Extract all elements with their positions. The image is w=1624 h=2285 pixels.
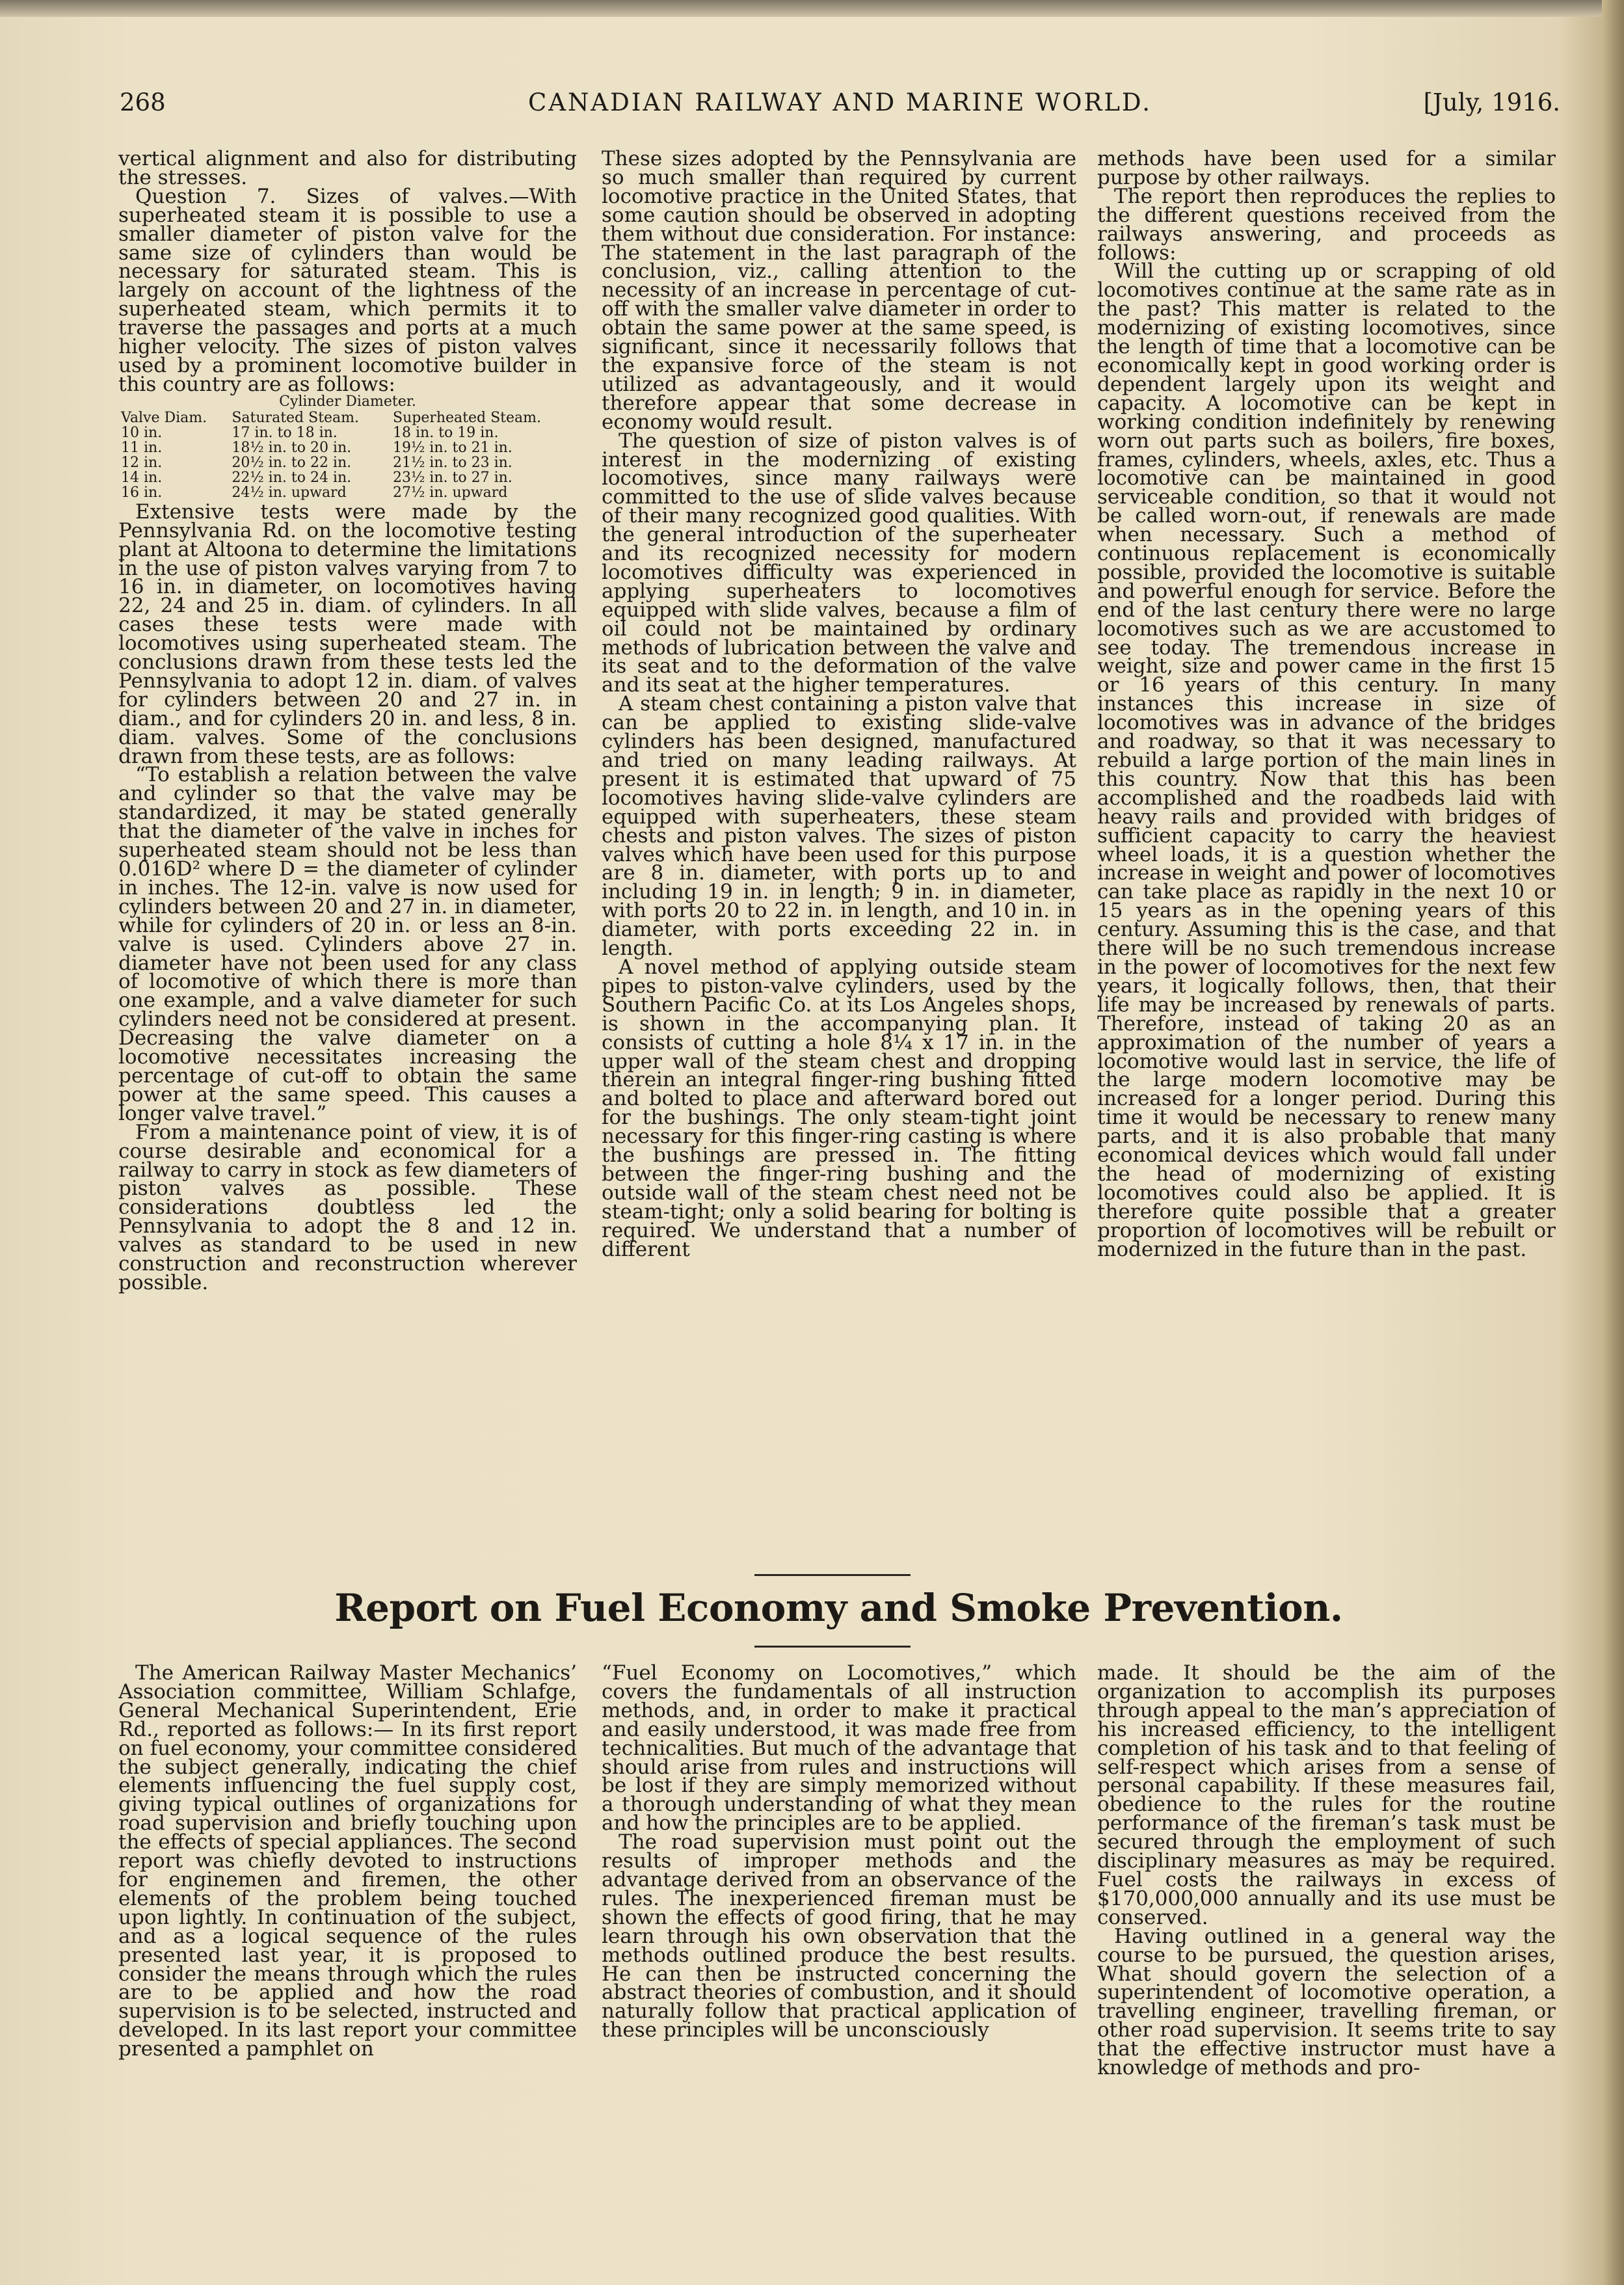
article-heading: Report on Fuel Economy and Smoke Prevention. [334, 1586, 1343, 1630]
paragraph: These sizes adopted by the Pennsylvania are so much smaller than required by current locomotive practice in the United States, that some caution should be observed in adopting them without due consideration. For instance: The statement in the last paragraph of the conclusion, viz., calling attention to the necessity of an increase in percentage of cut-off with the smaller valve diameter in order to obtain the same power at the same speed, is significant, since it necessarily follows that the expansive force of the steam is not utilized as advantageously, and it would therefore appear that some decrease in economy would result. [602, 150, 1076, 434]
page-binding-edge [1602, 0, 1624, 2285]
table-cell: 16 in. [121, 484, 163, 501]
table-cell: 14 in. [121, 469, 163, 486]
paragraph: “Fuel Economy on Locomotives,” which covers the fundamentals of all instruction methods, and, in order to make it practical and easily understood, it was made free from technicalities. But much of the advantage that should arise from rules and instructions will be lost if they are simply memorized without a thorough understanding of what they mean and how the principles are to be applied. [602, 1664, 1076, 1836]
top-column-1 [118, 150, 577, 1561]
paragraph: From a maintenance point of view, it is of course desirable and economical for a railway to carry in stock as few diameters of piston valves as possible. These considerations doubtless led the Pennsylvania to adopt the 8 and 12 in. valves as standard to be used in new construction and reconstruction wherever possible. [118, 1120, 577, 1294]
heading-rule-bottom [754, 1646, 911, 1648]
issue-date: [July, 1916. [1423, 88, 1560, 116]
paragraph: Extensive tests were made by the Pennsylvania Rd. on the locomotive testing plant at Altoona to determine the limitations in the use of piston valves varying from 7 to 16 in. in diameter, on locomotives having 22, 24 and 25 in. diam. of cylinders. In all cases these tests were made with locomotives using superheated steam. The conclusions drawn from these tests led the Pennsylvania to adopt 12 in. diam. of valves for cylinders between 20 and 27 in. in diam., and for cylinders 20 in. and less, 8 in. diam. valves. Some of the conclusions drawn from these tests, are as follows: [118, 500, 577, 768]
page-header [120, 88, 1560, 127]
paragraph: Question 7. Sizes of valves.—With superheated steam it is possible to use a smaller diameter of piston valve for the same size of cylinders than would be necessary for saturated steam. This is largely on account of the lightness of the superheated steam, which permits it to traverse the passages and ports at a much higher velocity. The sizes of piston valves used by a prominent locomotive builder in this country are as follows: [118, 184, 577, 396]
paragraph: The road supervision must point out the results of improper methods and the advantage derived from an observance of the rules. The inexperienced fireman must be shown the effects of good firing, that he may learn through his own observation that the methods outlined produce the best results. He can then be instructed concerning the abstract theories of combustion, and it should naturally follow that practical application of these principles will be unconsciously [602, 1830, 1076, 2042]
table-cell: 18½ in. to 20 in. [232, 439, 352, 456]
table-cell: 17 in. to 18 in. [232, 424, 338, 441]
table-row [118, 455, 577, 470]
table-cell: 23½ in. to 27 in. [393, 469, 512, 486]
page-number: 268 [120, 88, 166, 116]
table-cell: 19½ in. to 21 in. [393, 439, 512, 456]
paragraph: The question of size of piston valves is of interest in the modernizing of existing locomotives, since many railways were committed to the use of slide valves because of their many recognized good qualities. With the general introduction of the superheater and its recognized necessity for modern locomotives difficulty was experienced in applying superheaters to locomotives equipped with slide valves, because a film of oil could not be maintained by ordinary methods of lubrication between the valve and its seat and to the deformation of the valve and its seat at the higher temperatures. [602, 429, 1076, 697]
paragraph: The report then reproduces the replies to the different questions received from the railways answering, and proceeds as follows: [1097, 184, 1556, 265]
table-row [118, 470, 577, 485]
table-caption: Cylinder Diameter. [279, 393, 416, 410]
paragraph: Having outlined in a general way the course to be pursued, the question arises, What should govern the selection of a superintendent of locomotive operation, a travelling engineer, travelling fireman, or other road supervision. It seems trite to say that the effective instructor must have a knowledge of methods and pro- [1097, 1924, 1556, 2080]
heading-rule-top [754, 1574, 911, 1576]
article-column-2 [602, 1664, 1076, 2178]
page-top-shadow [0, 0, 1624, 17]
paragraph: A steam chest containing a piston valve that can be applied to existing slide-valve cylinders has been designed, manufactured and tried on many leading railways. At present it is estimated that upward of 75 locomotives having slide-valve cylinders are equipped with superheaters, these steam chests and piston valves. The sizes of piston valves which have been used for this purpose are 8 in. diameter, with ports up to and including 19 in. in length; 9 in. in diameter, with ports 20 to 22 in. in length, and 10 in. in diameter, with ports exceeding 22 in. in length. [602, 692, 1076, 961]
table-row [118, 485, 577, 500]
paragraph: Will the cutting up or scrapping of old locomotives continue at the same rate as in the past? This matter is related to the modernizing of existing locomotives, since the length of time that a locomotive can be economically kept in good working order is dependent largely upon its weight and capacity. A locomotive can be kept in working condition indefinitely by renewing worn out parts such as boilers, fire boxes, frames, cylinders, wheels, axles, etc. Thus a locomotive can be maintained in good serviceable condition, so that it would not be called worn-out, if renewals are made when necessary. Such a method of continuous replacement is economically possible, provided the locomotive is suitable and powerful enough for service. Before the end of the last century there were no large locomotives such as we are accustomed to see today. The tremendous increase in weight, size and power came in the first 15 or 16 years of this century. In many instances this increase in size of locomotives was in advance of the bridges and roadway, so that it was necessary to rebuild a large portion of the main lines in this country. Now that this has been accomplished and the roadbeds laid with heavy rails and provided with bridges of sufficient capacity to carry the heaviest wheel loads, it is a question whether the increase in weight and power of locomotives can take place as rapidly in the next 10 or 15 years as in the opening years of this century. Assuming this is the case, and that there will be no such tremendous increase in the power of locomotives for the next few years, it logically follows, then, that their life may be increased by renewals of parts. Therefore, instead of taking 20 as an approximation of the number of years a locomotive would last in service, the life of the large modern locomotive may be increased for a longer period. During this time it would be necessary to renew many parts, and it is also probable that many economical devices which would fall under the head of modernizing of existing locomotives could also be applied. It is therefore quite possible that a greater proportion of locomotives will be rebuilt or modernized in the future than in the past. [1097, 260, 1556, 1261]
table-cell: 21½ in. to 23 in. [393, 454, 512, 471]
table-header-row [118, 410, 577, 425]
table-row [118, 440, 577, 455]
table-header: Saturated Steam. [232, 409, 360, 426]
valve-size-table [118, 410, 577, 500]
table-row [118, 425, 577, 440]
table-cell: 20½ in. to 22 in. [232, 454, 352, 471]
paragraph: methods have been used for a similar purpose by other railways. [1097, 150, 1556, 189]
quoted-paragraph: “To establish a relation between the valve and cylinder so that the valve may be standardized, it may be stated generally that the diameter of the valve in inches for superheated steam should not be less than 0.016D² where D = the diameter of cylinder in inches. The 12-in. valve is now used for cylinders between 20 and 27 in. in diameter, while for cylinders of 20 in. or less an 8-in. valve is used. Cylinders above 27 in. diameter have not been used for any class of locomotive of which there is more than one example, and a valve diameter for such cylinders need not be considered at present. Decreasing the valve diameter on a locomotive necessitates increasing the percentage of cut-off to obtain the same power at the same speed. This causes a longer valve travel.” [118, 763, 577, 1125]
table-cell: 12 in. [121, 454, 163, 471]
top-column-3 [1097, 150, 1556, 1561]
top-column-2 [602, 150, 1076, 1561]
running-title: CANADIAN RAILWAY AND MARINE WORLD. [527, 88, 1152, 116]
paragraph: made. It should be the aim of the organization to accomplish its purposes through appeal to the man’s appreciation of his increased efficiency, to the intelligent completion of his task and to that feeling of self-respect which arises from a sense of personal capability. If these measures fail, obedience to the rules for the routine performance of the fireman’s task must be secured through the employment of such disciplinary measures as may be required. Fuel costs the railways in excess of $170,000,000 annually and its use must be conserved. [1097, 1664, 1556, 1929]
table-header: Valve Diam. [121, 409, 207, 426]
article-column-1 [118, 1664, 577, 2178]
table-cell: 10 in. [121, 424, 163, 441]
paragraph: The American Railway Master Mechanics’ Association committee, William Schlafge, General Mechanical Superintendent, Erie Rd., reported as follows:— In its first report on fuel economy, your committee considered the subject generally, indicating the chief elements influencing the fuel supply cost, giving typical outlines of organizations for road supervision and briefly touching upon the effects of special appliances. The second report was chiefly devoted to instructions for enginemen and firemen, the other elements of the problem being touched upon lightly. In continuation of the subject, and as a logical sequence of the rules presented last year, it is proposed to consider the means through which the rules are to be applied and how the road supervision is to be selected, instructed and developed. In its last report your committee presented a pamphlet on [118, 1664, 577, 2061]
article-column-3 [1097, 1664, 1556, 2178]
table-header: Superheated Steam. [393, 409, 542, 426]
table-cell: 18 in. to 19 in. [393, 424, 499, 441]
paragraph: A novel method of applying outside steam pipes to piston-valve cylinders, used by the Southern Pacific Co. at its Los Angeles shops, is shown in the accompanying plan. It consists of cutting a hole 8¼ x 17 in. in the upper wall of the steam chest and dropping therein an integral finger-ring bushing fitted and bolted to place and afterward bored out for the bushings. The only steam-tight joint necessary for this finger-ring casting is where the bushings are pressed in. The fitting between the finger-ring bushing and the outside wall of the steam chest need not be steam-tight; only a solid bearing for bolting is required. We understand that a number of different [602, 955, 1076, 1261]
paragraph: vertical alignment and also for distributing the stresses. [118, 150, 577, 189]
table-cell: 11 in. [121, 439, 163, 456]
table-cell: 27½ in. upward [393, 484, 508, 501]
table-cell: 24½ in. upward [232, 484, 347, 501]
table-cell: 22½ in. to 24 in. [232, 469, 352, 486]
